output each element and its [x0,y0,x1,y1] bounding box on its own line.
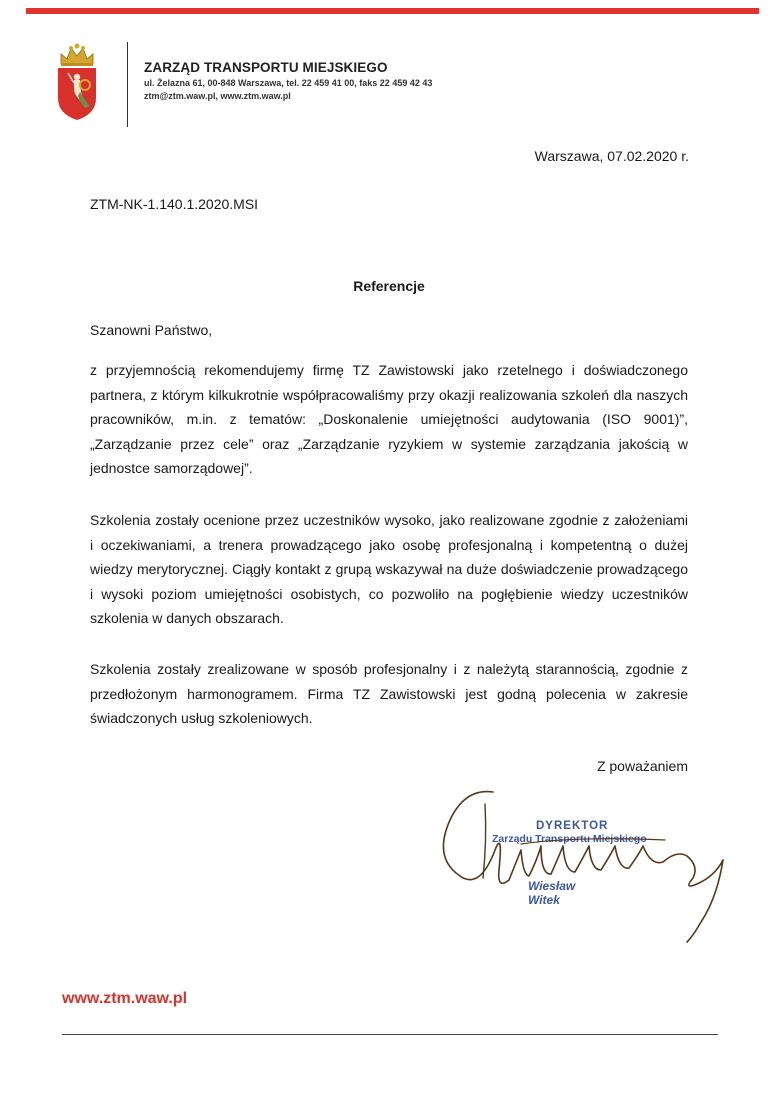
warsaw-crest-icon [52,42,102,122]
organization-name: ZARZĄD TRANSPORTU MIEJSKIEGO [144,60,388,75]
bottom-rule [62,1034,718,1035]
letter-subject: Referencje [353,278,425,294]
paragraph-2: Szkolenia zostały ocenione przez uczestników wysoko, jako realizowane zgodnie z założeniami i oczekiwaniami, a trenera prowadzącego jako osobę profesjonalną i kompetentną o dużej wiedzy merytorycznej. Ciągły kontakt z grupą wskazywał na duże doświadczenie prowadzącego i wysoki poziom umiejętności osobistych, co pozwoliło na pogłębienie wiedzy uczestników szkolenia w danych obszarach. [90,512,688,626]
stamp-name: Wiesław Witek [528,879,576,907]
stamp-title: DYREKTOR [536,820,609,832]
top-red-rule [26,8,759,14]
handwritten-signature [425,780,735,950]
footer-website: www.ztm.waw.pl [62,990,188,1007]
salutation: Szanowni Państwo, [90,322,213,338]
organization-contact: ztm@ztm.waw.pl, www.ztm.waw.pl [144,91,291,101]
reference-number: ZTM-NK-1.140.1.2020.MSI [90,196,259,212]
stamp-organization: Zarządu Transportu Miejskiego [492,833,647,845]
closing-phrase: Z poważaniem [596,758,688,774]
letterhead-divider [127,42,128,127]
paragraph-1: z przyjemnością rekomendujemy firmę TZ Zawistowski jako rzetelnego i doświadczonego partnera, z którym kilkukrotnie współpracowaliśmy przy okazji realizowania szkoleń dla naszych pracowników, m.in. z tematów: „Doskonalenie umiejętności audytowania (ISO 9001)”, „Zarządzanie przez cele” oraz „Zarządzanie ryzykiem w systemie zarządzania jakością w jednostce samorządowej”. [90,362,688,476]
letterhead [144,60,432,101]
paragraph-3: Szkolenia zostały zrealizowane w sposób profesjonalny i z należytą starannością, zgodnie z przedłożonym harmonogramem. Firma TZ Zawistowski jest godną polecenia w zakresie świadczonych usług szkoleniowych. [90,661,688,726]
letter-date: Warszawa, 07.02.2020 r. [534,148,689,164]
organization-address: ul. Żelazna 61, 00-848 Warszawa, tel. 22 459 41 00, faks 22 459 42 43 [144,78,433,88]
